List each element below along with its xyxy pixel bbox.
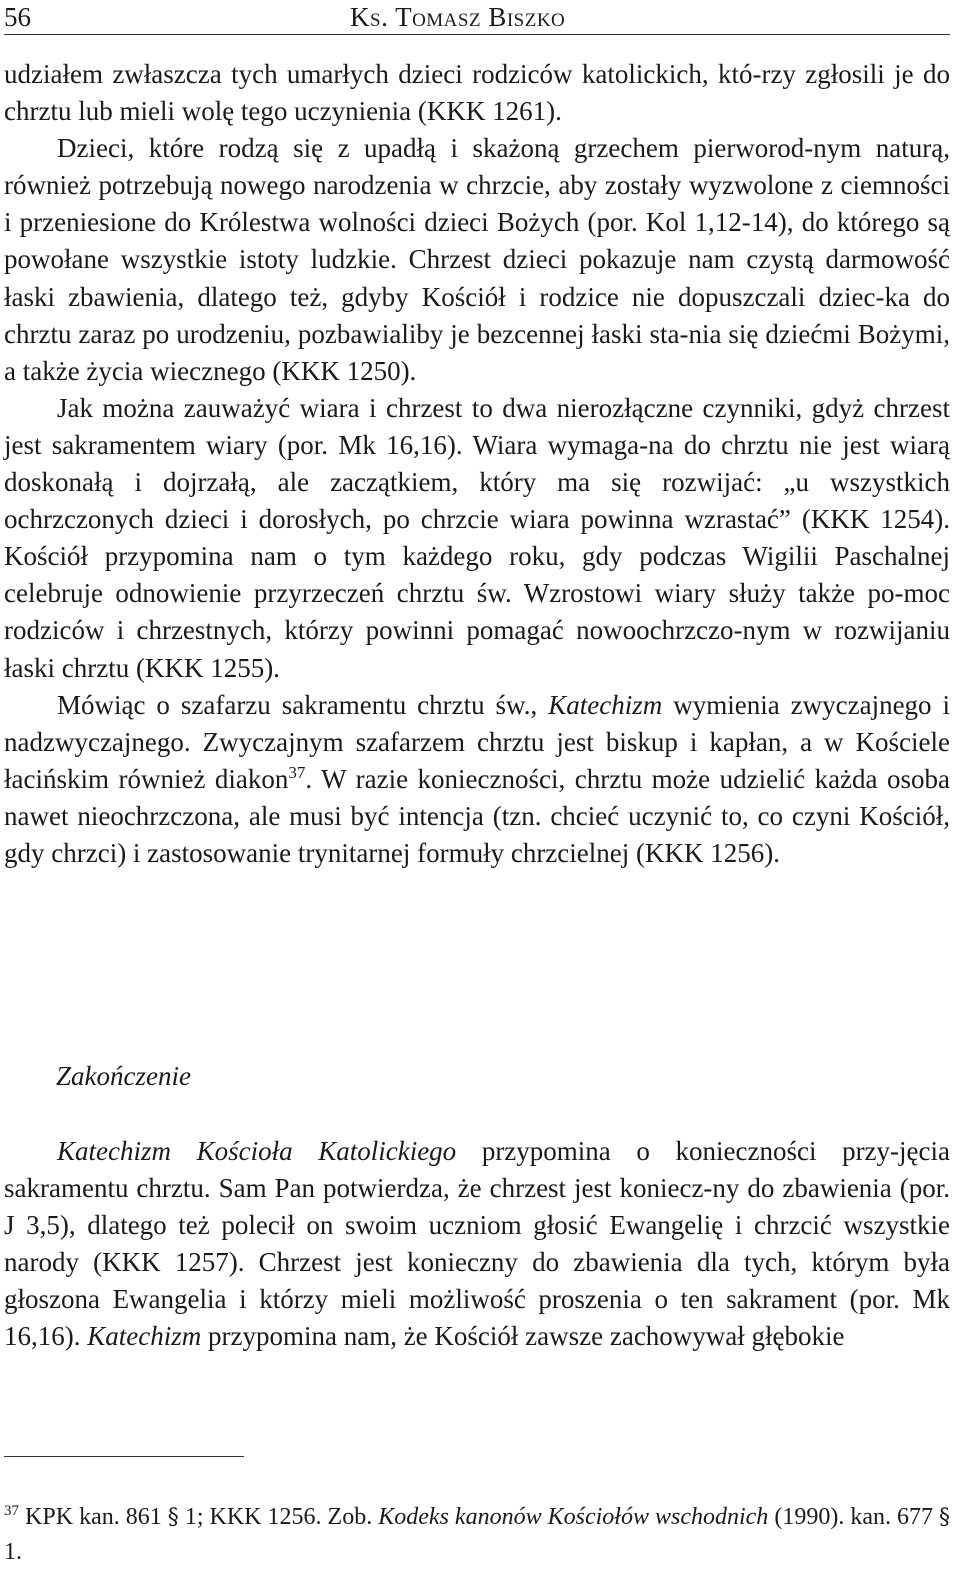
section-sign-2: §	[939, 1505, 951, 1530]
main-text	[4, 56, 950, 872]
paragraph-1: udziałem zwłaszcza tych umarłych dzieci rodziców katolickich, któ-rzy zgłosili je do chrztu lub mieli wolę tego uczynienia (KKK 1261).	[4, 59, 950, 127]
running-title: Ks. Tomasz Biszko	[350, 2, 566, 32]
katechizm-full-title: Katechizm Kościoła Katolickiego	[57, 1136, 457, 1166]
paragraph-5	[4, 1133, 950, 1356]
katechizm-title-2: Katechizm	[87, 1321, 202, 1352]
footnote-book-title: Kodeks kanonów Kościołów wschodnich	[378, 1504, 769, 1530]
paragraph-4	[4, 687, 950, 872]
section-heading: Zakończenie	[56, 1061, 191, 1091]
footnote-text-d: 1.	[4, 1539, 22, 1565]
footnote-text-a: KPK kan. 861	[25, 1504, 162, 1530]
paragraph-5-text-b: przypomina nam, że Kościół zawsze zachowywał głębokie	[208, 1321, 845, 1352]
section-text	[4, 1133, 950, 1356]
section-sign-1: §	[167, 1505, 179, 1530]
paragraph-2: Dzieci, które rodzą się z upadłą i skażoną grzechem pierworod-nym naturą, również potrzebują nowego narodzenia w chrzcie, aby zostały wyzwolone z ciemności i przeniesione do Królestwa wolności dzieci Bożych (por. Kol 1,12-14), do którego są powołane wszystkie istoty ludzkie. Chrzest dzieci pokazuje nam czystą darmowość łaski zbawienia, dlatego też, gdyby Kościół i rodzice nie dopuszczali dziec-ka do chrztu zaraz po urodzeniu, pozbawialiby je bezcennej łaski sta-nia się dziećmi Bożymi, a także życia wiecznego (KKK 1250).	[4, 133, 950, 386]
katechizm-title: Katechizm	[548, 689, 663, 720]
paragraph-4-text-a: Mówiąc o szafarzu sakramentu chrztu św.,	[57, 689, 538, 720]
footnote-mark: 37	[4, 1503, 19, 1519]
paragraph-3: Jak można zauważyć wiara i chrzest to dwa nierozłączne czynniki, gdyż chrzest jest sakramentem wiary (por. Mk 16,16). Wiara wymaga-na do chrztu nie jest wiarą doskonałą i dojrzałą, ale zaczątkiem, który ma się rozwijać: „u wszystkich ochrzczonych dzieci i dorosłych, po chrzcie wiara powinna wzrastać” (KKK 1254). Kościół przypomina nam o tym każdego roku, gdy podczas Wigilii Paschalnej celebruje odnowienie przyrzeczeń chrztu św. Wzrostowi wiary służy także po-moc rodziców i chrzestnych, którzy powinni pomagać nowoochrzczo-nym w rozwijaniu łaski chrztu (KKK 1255).	[4, 392, 950, 683]
page-number: 56	[4, 2, 31, 32]
page-header	[4, 0, 950, 35]
footnote-37	[4, 1500, 950, 1569]
footnote-reference-37[interactable]: 37	[288, 762, 306, 782]
paragraph-4-text-b: wymienia zwyczajnego i nadzwyczajnego. Zwyczajnym szafarzem chrztu jest biskup i kapłan, a w Kościele łacińskim również diakon	[4, 689, 951, 794]
footnote-text-c: (1990). kan. 677	[774, 1504, 934, 1530]
paragraph-4-text-c: . W razie konieczności, chrztu może udzielić każda osoba nawet nieochrzczona, ale musi być intencja (tzn. chcieć uczynić to, co czyni Kościół, gdy chrzci) i zastosowanie trynitarnej formuły chrzcielnej (KKK 1256).	[4, 763, 950, 868]
paragraph-5-text-a: przypomina o konieczności przy-jęcia sakramentu chrztu. Sam Pan potwierdza, że chrzest jest koniecz-ny do zbawienia (por. J 3,5), dlatego też polecił on swoim uczniom głosić Ewangelię i chrzcić wszystkie narody (KKK 1257). Chrzest jest konieczny do zbawienia dla tych, którym była głoszona Ewangelia i którzy mieli możliwość proszenia o ten sakrament (por. Mk 16,16).	[4, 1136, 950, 1352]
footnote-text-b: 1; KKK 1256. Zob.	[184, 1504, 373, 1530]
footnote-divider	[4, 1456, 244, 1457]
